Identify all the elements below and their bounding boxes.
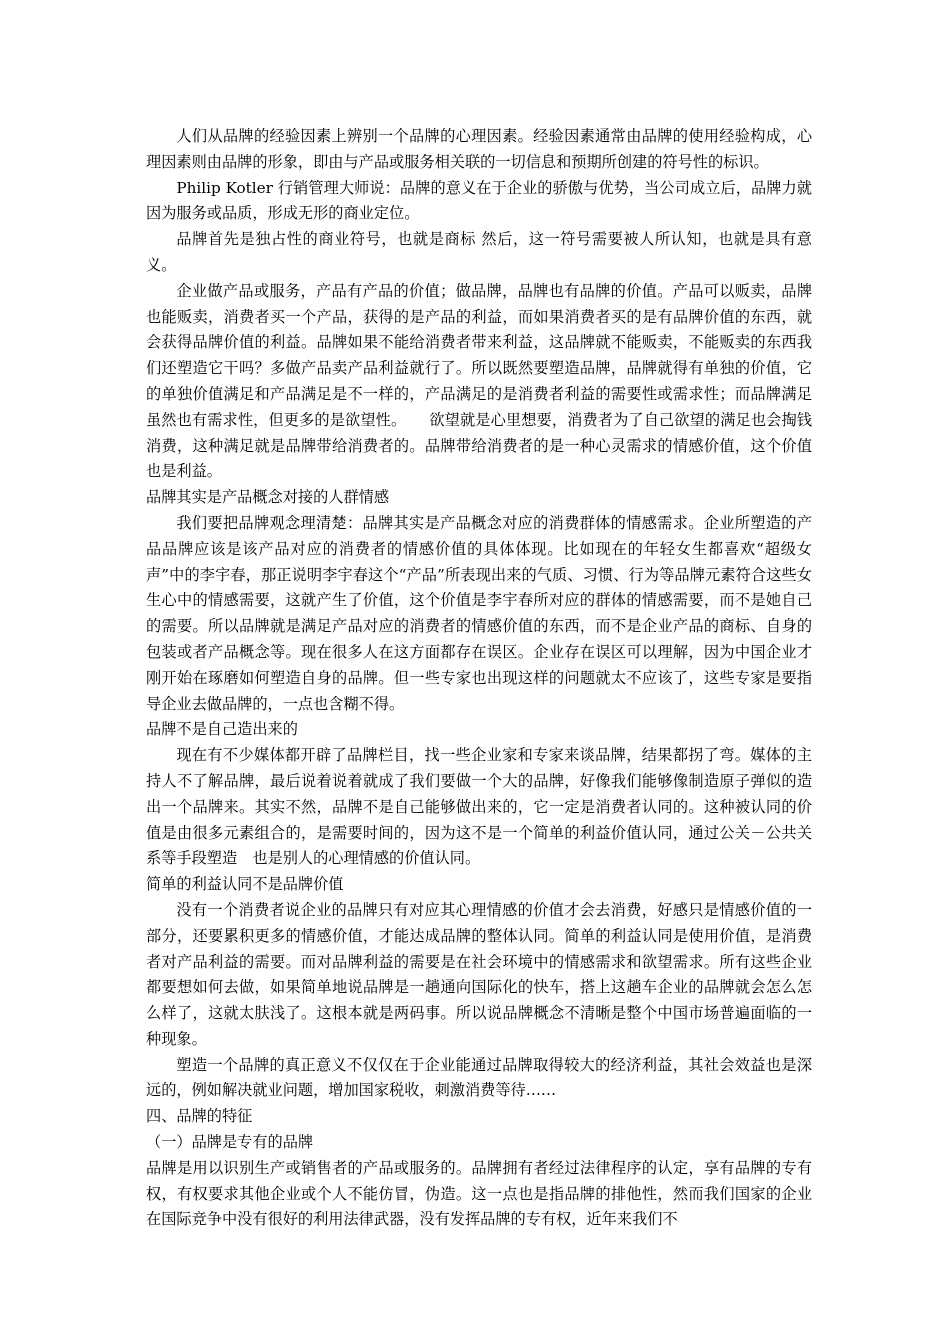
section-heading-brand-emotion: 品牌其实是产品概念对接的人群情感	[146, 488, 389, 507]
paragraph-experience-factors: 人们从品牌的经验因素上辨别一个品牌的心理因素。经验因素通常由品牌的使用经验构成，心理因素则由品牌的形象，即由与产品或服务相关联的一切信息和预期所创建的符号性的标识。	[146, 127, 812, 171]
paragraph-media-brand: 现在有不少媒体都开辟了品牌栏目，找一些企业家和专家来谈品牌，结果都拐了弯。媒体的主持人不了解品牌，最后说着说着就成了我们要做一个大的品牌，好像我们能够像制造原子弹似的造出一个品牌来。其实不然，品牌不是自己能够做出来的，它一定是消费者认同的。这种被认同的价值是由很多元素组合的，是需要时间的，因为这不是一个简单的利益价值认同，通过公关－公共关系等手段塑造 也是别人的心理情感的价值认同。	[146, 746, 812, 868]
paragraph-brand-concept: 我们要把品牌观念理清楚：品牌其实是产品概念对应的消费群体的情感需求。企业所塑造的产品品牌应该是该产品对应的消费者的情感价值的具体体现。比如现在的年轻女生都喜欢“超级女声”中的李宇春，那正说明李宇春这个“产品”所表现出来的气质、习惯、行为等品牌元素符合这些女生心中的情感需要，这就产生了价值，这个价值是李宇春所对应的群体的情感需要，而不是她自己的需要。所以品牌就是满足产品对应的消费者的情感价值的东西，而不是企业产品的商标、自身的包装或者产品概念等。现在很多人在这方面都存在误区。企业存在误区可以理解，因为中国企业才刚开始在琢磨如何塑造自身的品牌。但一些专家也出现这样的问题就太不应该了，这些专家是要指导企业去做品牌的，一点也含糊不得。	[146, 513, 812, 713]
section-heading-not-self-made: 品牌不是自己造出来的	[146, 720, 298, 739]
paragraph-kotler-quote: Philip Kotler 行销管理大师说：品牌的意义在于企业的骄傲与优势，当公司成立后，品牌力就因为服务或品质，形成无形的商业定位。	[146, 178, 812, 223]
section-heading-brand-features: 四、品牌的特征	[146, 1107, 253, 1126]
paragraph-social-benefit: 塑造一个品牌的真正意义不仅仅在于企业能通过品牌取得较大的经济利益，其社会效益也是深远的，例如解决就业问题，增加国家税收，刺激消费等待……	[146, 1055, 812, 1100]
section-heading-simple-interest: 简单的利益认同不是品牌价值	[146, 875, 344, 894]
paragraph-brand-value: 企业做产品或服务，产品有产品的价值；做品牌，品牌也有品牌的价值。产品可以贩卖，品牌也能贩卖，消费者买一个产品，获得的是产品的利益，而如果消费者买的是有品牌价值的东西，就会获得品牌价值的利益。品牌如果不能给消费者带来利益，这品牌就不能贩卖，不能贩卖的东西我们还塑造它干吗？多做产品卖产品利益就行了。所以既然要塑造品牌，品牌就得有单独的价值，它的单独价值满足和产品满足是不一样的，产品满足的是消费者利益的需要性或需求性；而品牌满足虽然也有需求性，但更多的是欲望性。 欲望就是心里想要，消费者为了自己欲望的满足也会掏钱消费，这种满足就是品牌带给消费者的。品牌带给消费者的是一种心灵需求的情感价值，这个价值也是利益。	[146, 281, 812, 481]
paragraph-exclusive-symbol: 品牌首先是独占性的商业符号，也就是商标 然后，这一符号需要被人所认知，也就是具有意义。	[146, 230, 812, 274]
document-body	[146, 124, 812, 1233]
paragraph-emotional-value: 没有一个消费者说企业的品牌只有对应其心理情感的价值才会去消费，好感只是情感价值的一部分，还要累积更多的情感价值，才能达成品牌的整体认同。简单的利益认同是使用价值，是消费者对产品利益的需要。而对品牌利益的需要是在社会环境中的情感需求和欲望需求。所有这些企业都要想如何去做，如果简单地说品牌是一趟通向国际化的快车，搭上这趟车企业的品牌就会怎么怎么样了，这就太肤浅了。这根本就是两码事。所以说品牌概念不清晰是整个中国市场普遍面临的一种现象。	[146, 900, 812, 1048]
paragraph-exclusive-rights: 品牌是用以识别生产或销售者的产品或服务的。品牌拥有者经过法律程序的认定，享有品牌的专有权，有权要求其他企业或个人不能仿冒，伪造。这一点也是指品牌的排他性，然而我们国家的企业在国际竞争中没有很好的利用法律武器，没有发挥品牌的专有权，近年来我们不	[146, 1158, 812, 1229]
subsection-heading-exclusive-brand: （一）品牌是专有的品牌	[146, 1133, 314, 1152]
